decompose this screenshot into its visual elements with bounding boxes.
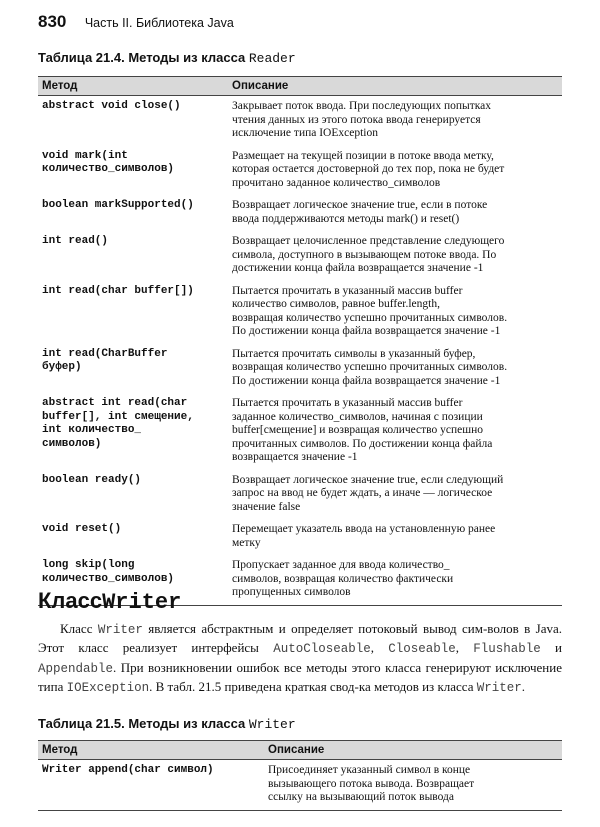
- description-cell: Возвращает логическое значение true, если следующий запрос на ввод не будет ждать, а иначе — логическое значение false: [232, 473, 504, 513]
- method-cell: int read(): [42, 235, 109, 247]
- table-row: [38, 519, 562, 555]
- para-code: Appendable: [38, 661, 114, 676]
- writer-methods-table: [38, 740, 562, 811]
- running-head: Часть II. Библиотека Java: [84, 16, 234, 30]
- description-cell: Пытается прочитать символы в указанный буфер, возвращая количество успешно прочитанных символов. По достижении конца файла возвращается значение -1: [232, 347, 508, 387]
- table-row: [38, 760, 562, 811]
- para-text: .: [521, 679, 525, 695]
- method-cell: abstract void close(): [42, 100, 181, 112]
- body-paragraph: [38, 620, 562, 698]
- table2-caption-text: Таблица 21.5. Методы из класса: [38, 716, 246, 731]
- para-code: AutoCloseable: [273, 642, 371, 657]
- para-code: IOException: [66, 681, 150, 696]
- description-cell: Пытается прочитать в указанный массив buffer заданное количество_символов, начиная с позиции buffer[смещение] и возвращая количество успешно прочитанных символов. По достижении конца файла возвращается значение -1: [232, 397, 493, 463]
- para-code: Writer: [97, 623, 143, 637]
- table2-caption-class: Writer: [248, 717, 296, 732]
- para-text: и: [555, 640, 563, 656]
- para-code: Writer: [476, 681, 522, 696]
- section-heading-class: Writer: [102, 590, 182, 615]
- method-cell: int read(CharBuffer буфер): [42, 347, 168, 373]
- table1-col-method: Метод: [38, 77, 228, 96]
- table-row: [38, 344, 562, 394]
- table-row: [38, 146, 562, 196]
- table-row: [38, 231, 562, 281]
- section-heading: [38, 588, 181, 615]
- table2-col-description: Описание: [264, 741, 562, 760]
- description-cell: Пытается прочитать в указанный массив buffer количество символов, равное buffer.length, возвращая количество успешно прочитанных символов. По достижении конца файла возвращается значение -1: [232, 284, 508, 337]
- method-cell: int read(char buffer[]): [42, 284, 194, 297]
- table2-header-row: [38, 741, 562, 760]
- page-header: [38, 12, 234, 32]
- para-code: Closeable: [388, 642, 456, 657]
- table-row: [38, 393, 562, 470]
- method-cell: abstract int read(char buffer[], int смещение, int количество_ символов): [42, 397, 194, 450]
- table-row: [38, 96, 562, 146]
- table-row: [38, 195, 562, 231]
- description-cell: Закрывает поток ввода. При последующих попытках чтения данных из этого потока ввода генерируется исключение типа IOException: [232, 100, 492, 139]
- section-heading-text: Класс: [38, 588, 103, 613]
- para-text: является абстрактным и определяет потоковый вывод сим-волов в Java. Этот класс реализует интерфейсы: [38, 621, 563, 656]
- method-cell: Writer append(char символ): [38, 760, 264, 811]
- table1-col-description: Описание: [228, 77, 562, 96]
- para-text: Класс: [60, 621, 93, 636]
- table-row: [38, 281, 562, 344]
- description-cell: Возвращает целочисленное представление следующего символа, доступного в вызывающем потоке ввода. По достижении конца файла возвращается значение -1: [232, 235, 505, 274]
- para-text: ,: [455, 640, 459, 656]
- description-cell: Размещает на текущей позиции в потоке ввода метку, которая остается достоверной до тех пор, пока не будет прочитано заданное количество_символов: [232, 149, 505, 189]
- table2-col-method: Метод: [38, 741, 264, 760]
- para-text: . В табл. 21.5 приведена краткая свод-ка методов из класса: [149, 679, 474, 695]
- description-cell: Возвращает логическое значение true, если в потоке ввода поддерживаются методы mark() и reset(): [232, 199, 488, 225]
- para-text: ,: [370, 640, 374, 656]
- table1-caption-class: Reader: [248, 51, 296, 66]
- method-cell: void mark(int количество_символов): [42, 149, 175, 175]
- table-row: [38, 470, 562, 520]
- description-cell: Присоединяет указанный символ в конце вызывающего потока вывода. Возвращает ссылку на вызывающий поток вывода: [264, 760, 562, 811]
- method-cell: boolean ready(): [42, 473, 142, 486]
- reader-methods-table: [38, 76, 562, 606]
- method-cell: void reset(): [42, 523, 122, 535]
- table1-caption: [38, 50, 296, 66]
- page-number: 830: [38, 12, 67, 31]
- table1-caption-text: Таблица 21.4. Методы из класса: [38, 50, 246, 65]
- method-cell: long skip(long количество_символов): [38, 555, 228, 605]
- description-cell: Пропускает заданное для ввода количество_ символов, возвращая количество фактически пропущенных символов: [228, 555, 562, 605]
- method-cell: boolean markSupported(): [42, 199, 194, 211]
- table2-caption: [38, 716, 296, 732]
- para-text: . При возникновении ошибок все методы этого класса генерируют исключение типа: [38, 659, 562, 695]
- description-cell: Перемещает указатель ввода на установленную ранее метку: [232, 523, 496, 549]
- table1-header-row: [38, 77, 562, 96]
- para-code: Flushable: [473, 642, 541, 657]
